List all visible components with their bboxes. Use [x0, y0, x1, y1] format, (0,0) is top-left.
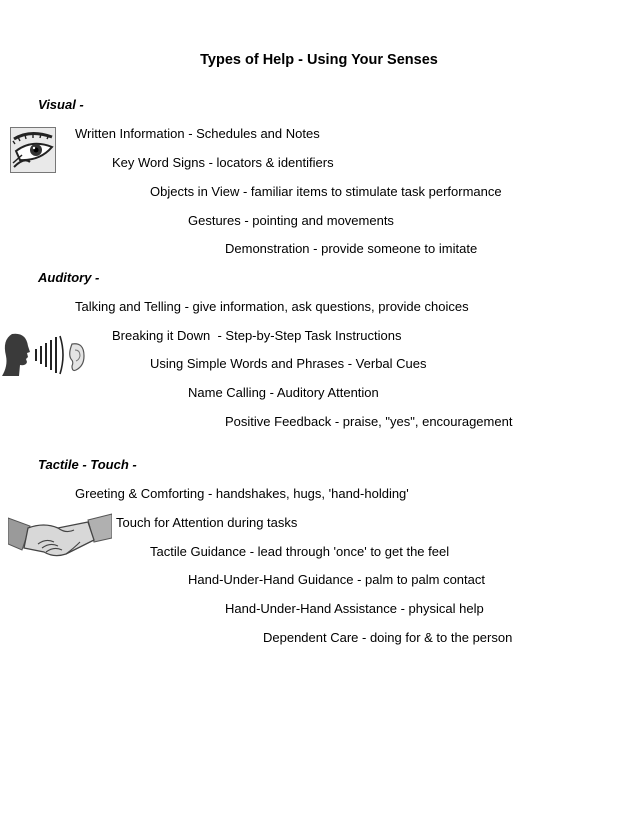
handshake-icon [8, 512, 112, 563]
auditory-item-5: Positive Feedback - praise, "yes", encouragement [225, 414, 513, 429]
section-heading-auditory: Auditory - [38, 270, 100, 285]
auditory-item-4: Name Calling - Auditory Attention [188, 385, 379, 400]
speaking-head-ear-icon [0, 332, 90, 383]
page-title: Types of Help - Using Your Senses [200, 52, 438, 68]
section-heading-tactile: Tactile - Touch - [38, 457, 137, 472]
tactile-item-2: Touch for Attention during tasks [116, 515, 298, 530]
tactile-item-5: Hand-Under-Hand Assistance - physical help [225, 601, 484, 616]
tactile-item-3: Tactile Guidance - lead through 'once' to get the feel [150, 544, 450, 559]
visual-item-1: Written Information - Schedules and Notes [75, 126, 320, 141]
section-heading-visual: Visual - [38, 97, 84, 112]
visual-item-5: Demonstration - provide someone to imitate [225, 241, 478, 256]
tactile-item-4: Hand-Under-Hand Guidance - palm to palm contact [188, 572, 485, 587]
visual-item-3: Objects in View - familiar items to stimulate task performance [150, 184, 502, 199]
visual-item-4: Gestures - pointing and movements [188, 213, 394, 228]
auditory-item-3: Using Simple Words and Phrases - Verbal Cues [150, 356, 427, 371]
tactile-item-6: Dependent Care - doing for & to the person [263, 630, 513, 645]
visual-item-2: Key Word Signs - locators & identifiers [112, 155, 334, 170]
eye-icon [10, 127, 56, 178]
auditory-item-1: Talking and Telling - give information, ask questions, provide choices [75, 299, 469, 314]
tactile-item-1: Greeting & Comforting - handshakes, hugs, 'hand-holding' [75, 486, 409, 501]
auditory-item-2: Breaking it Down - Step-by-Step Task Instructions [112, 328, 402, 343]
